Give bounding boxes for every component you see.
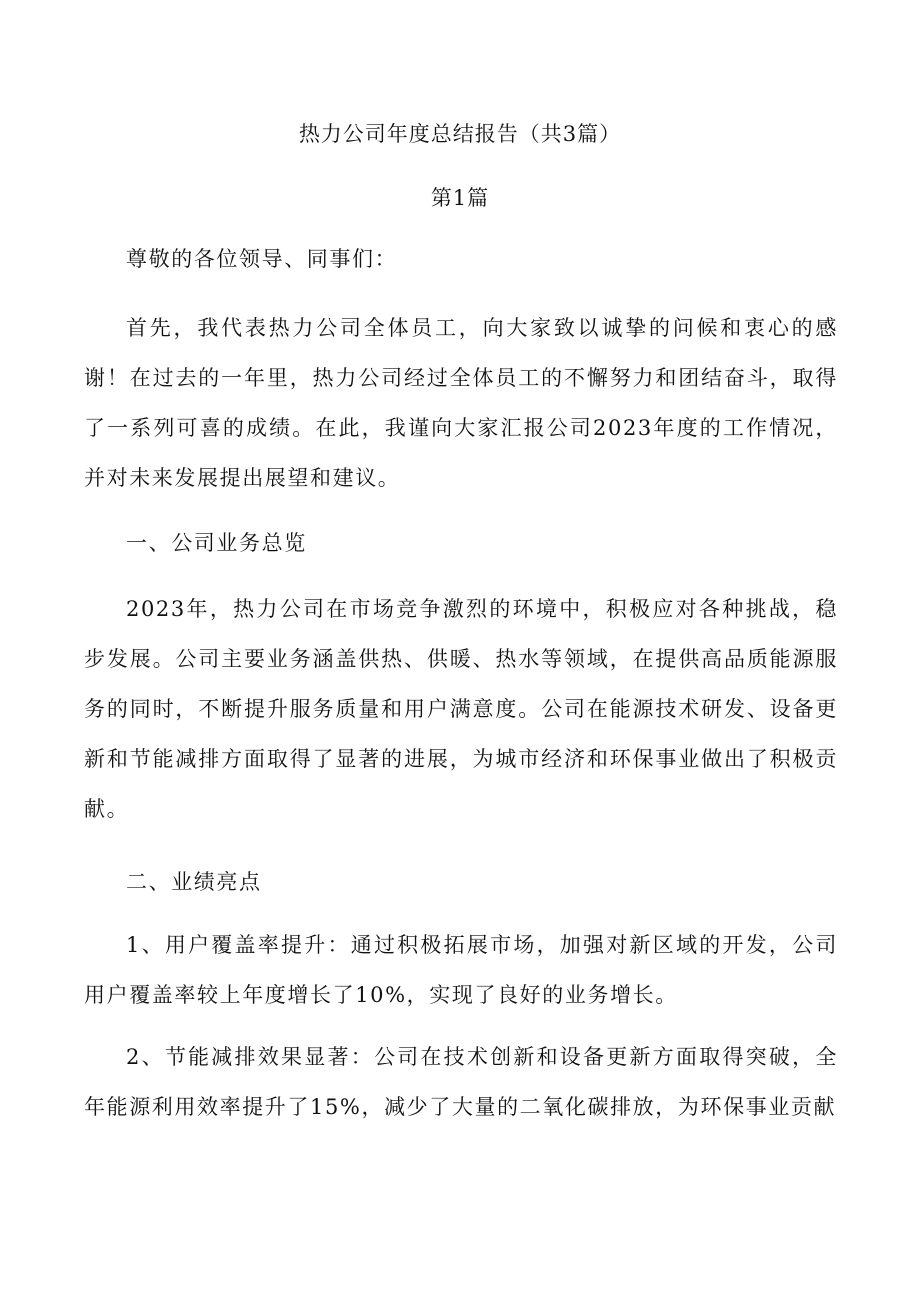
document-subtitle: 第1篇 — [430, 186, 490, 210]
section-heading-overview: 一、公司业务总览 — [126, 531, 307, 555]
highlight-paragraph-1: 1、用户覆盖率提升：通过积极拓展市场，加强对新区域的开发，公司用户覆盖率较上年度增长了10%，实现了良好的业务增长。 — [84, 933, 838, 1007]
section-heading-highlights: 二、业绩亮点 — [126, 870, 262, 894]
intro-paragraph: 首先，我代表热力公司全体员工，向大家致以诚挚的问候和衷心的感谢！在过去的一年里，热力公司经过全体员工的不懈努力和团结奋斗，取得了一系列可喜的成绩。在此，我谨向大家汇报公司2023年度的工作情况，并对未来发展提出展望和建议。 — [84, 316, 838, 490]
highlight-paragraph-2: 2、节能减排效果显著：公司在技术创新和设备更新方面取得突破，全年能源利用效率提升了15%，减少了大量的二氧化碳排放，为环保事业贡献 — [84, 1045, 838, 1119]
document-title: 热力公司年度总结报告（共3篇） — [298, 122, 622, 146]
salutation: 尊敬的各位领导、同事们： — [126, 247, 398, 271]
overview-paragraph: 2023年，热力公司在市场竞争激烈的环境中，积极应对各种挑战，稳步发展。公司主要业务涵盖供热、供暖、热水等领域，在提供高品质能源服务的同时，不断提升服务质量和用户满意度。公司在能源技术研发、设备更新和节能减排方面取得了显著的进展，为城市经济和环保事业做出了积极贡献。 — [84, 597, 838, 821]
